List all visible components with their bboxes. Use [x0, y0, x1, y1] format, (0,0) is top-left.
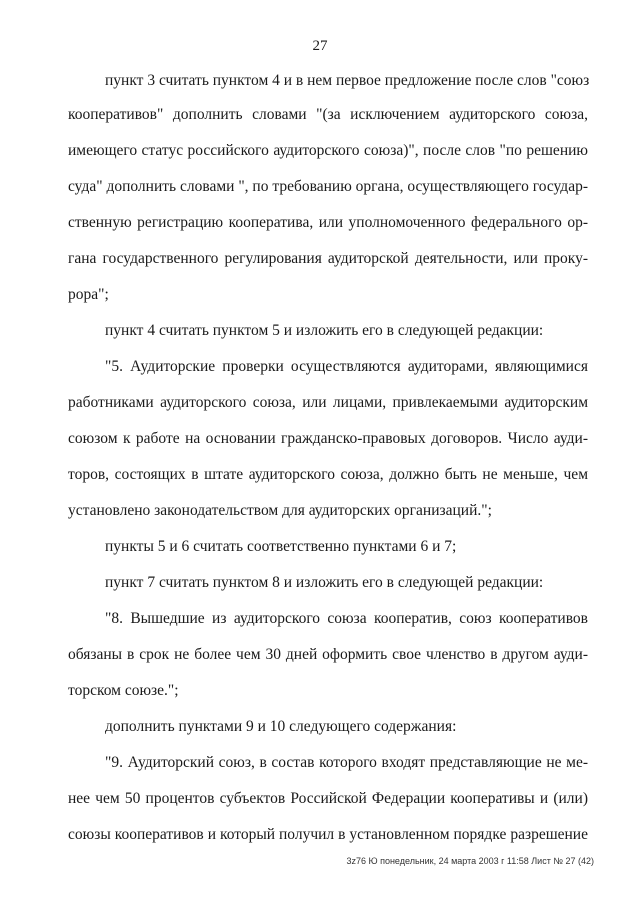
text-line: рора";	[68, 286, 109, 303]
text-line: пункт 4 считать пунктом 5 и изложить его в следующей редакции:	[105, 322, 544, 339]
text-line: пункт 3 считать пунктом 4 и в нем первое предложение после слов "союз	[105, 72, 590, 89]
text-line: "9. Аудиторский союз, в состав которого входят представляющие не ме-	[105, 754, 588, 771]
text-line: кооперативов" дополнить словами "(за исключением аудиторского союза,	[68, 106, 588, 123]
text-line: "5. Аудиторские проверки осуществляются аудиторами, являющимися	[105, 358, 588, 375]
text-line: обязаны в срок не более чем 30 дней оформить свое членство в другом ауди-	[68, 646, 588, 663]
text-line: дополнить пунктами 9 и 10 следующего содержания:	[105, 718, 457, 735]
text-line: торов, состоящих в штате аудиторского союза, должно быть не меньше, чем	[68, 466, 588, 483]
text-line: суда" дополнить словами ", по требованию органа, осуществляющего государ-	[68, 178, 588, 195]
text-line: торском союзе.";	[68, 682, 179, 699]
text-line: союзом к работе на основании гражданско-правовых договоров. Число ауди-	[68, 430, 588, 447]
text-line: работниками аудиторского союза, или лицами, привлекаемыми аудиторским	[68, 394, 588, 411]
text-line: ственную регистрацию кооператива, или уполномоченного федерального ор-	[68, 214, 588, 231]
text-line: пункты 5 и 6 считать соответственно пунктами 6 и 7;	[105, 538, 457, 555]
text-line: союзы кооперативов и который получил в установленном порядке разрешение	[68, 826, 588, 843]
text-line: нее чем 50 процентов субъектов Российской Федерации кооперативы и (или)	[68, 790, 588, 807]
text-line: имеющего статус российского аудиторского союза)", после слов "по решению	[68, 142, 588, 159]
text-line: "8. Вышедшие из аудиторского союза кооператив, союз кооперативов	[105, 610, 588, 627]
footer-stamp: 3z76 Ю понедельник, 24 марта 2003 г 11:58 Лист № 27 (42)	[346, 856, 594, 866]
text-line: установлено законодательством для аудиторских организаций.";	[68, 502, 492, 519]
page-number: 27	[312, 38, 328, 54]
text-line: гана государственного регулирования аудиторской деятельности, или проку-	[68, 250, 588, 267]
text-line: пункт 7 считать пунктом 8 и изложить его в следующей редакции:	[105, 574, 544, 591]
